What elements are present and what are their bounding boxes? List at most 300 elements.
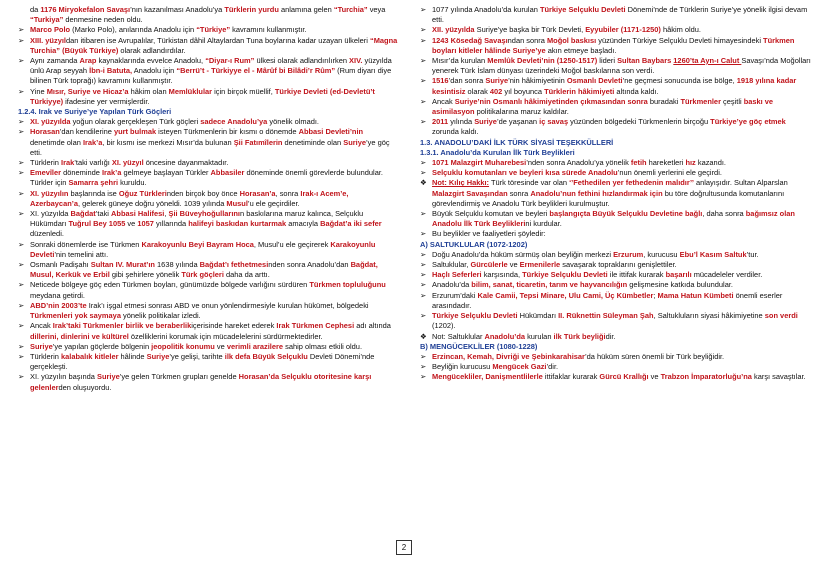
text-run: gibi şehirlere yönelik xyxy=(109,270,182,280)
text-run: B) MENGÜCEKLİLER (1080-1228) xyxy=(420,341,538,351)
diamond-bullet-icon: ❖ xyxy=(420,178,427,188)
arrow-bullet-icon: ➢ xyxy=(18,35,25,45)
text-run: gelmeye başlayan Türkler xyxy=(121,168,211,178)
text-run: ittifaklar kurarak xyxy=(542,372,600,382)
text-run: 1638 yılında xyxy=(154,260,200,270)
text-run: Kale Camii, Tepsi Minare, Ulu Cami, Üç Kümbetler xyxy=(477,290,654,300)
text-run: Şii Büveyhoğullarını xyxy=(168,209,240,219)
text-run: Irak’a xyxy=(82,137,103,147)
text-run: A) SALTUKLULAR (1072-1202) xyxy=(420,239,528,249)
paragraph xyxy=(18,301,398,321)
text-run: olarak adlandırdılar. xyxy=(118,45,186,55)
text-run: baskı ve asimilasyon xyxy=(432,96,774,117)
text-run: zorunda kaldı. xyxy=(432,127,479,137)
text-run: Not: Kılıç Hakkı: xyxy=(432,178,490,188)
text-run: ’u ele geçirdiler. xyxy=(247,198,300,208)
text-run: akın etmeye başladı. xyxy=(545,45,617,55)
text-run: ’nın kazanılması Anadolu’ya xyxy=(130,5,225,14)
text-run: Mengücek Gazi xyxy=(492,362,547,372)
text-run: anlamına gelen xyxy=(278,5,334,14)
text-run: Suriye’nin Osmanlı hâkimiyetinden çıkmasından sonra xyxy=(454,96,648,106)
text-run: , gelerek güneye doğru yöneldi. 1039 yılında xyxy=(77,198,227,208)
text-run: kuruldu. xyxy=(118,178,147,188)
text-run: Horasan xyxy=(30,127,60,137)
text-run: amacıyla xyxy=(286,219,321,229)
text-run: kalabalık kitleler xyxy=(61,351,119,361)
text-run: Anadolu’nun fethini hızlandırmak için xyxy=(530,188,663,198)
text-run: yüzünden bölgedeki Türkmenlerin birçoğu xyxy=(568,117,711,127)
text-run: da xyxy=(30,5,41,14)
text-run: “Türkiye” xyxy=(196,25,231,35)
text-run: Bağdat’a iki sefer xyxy=(320,219,382,229)
text-run: ’taki varlığı xyxy=(74,158,112,168)
arrow-bullet-icon: ➢ xyxy=(420,35,427,45)
paragraph xyxy=(18,56,398,87)
text-run: düzenledi. xyxy=(30,229,64,239)
text-run: Türkmenleri yok saymaya xyxy=(30,311,121,321)
text-run: Bağdat xyxy=(70,209,96,219)
text-run: karşısında, xyxy=(481,270,523,280)
arrow-bullet-icon: ➢ xyxy=(420,372,427,382)
arrow-bullet-icon: ➢ xyxy=(420,168,427,178)
text-run: lideri xyxy=(597,56,618,66)
text-run: Abbasi Devleti’nin xyxy=(298,127,364,137)
arrow-bullet-icon: ➢ xyxy=(18,25,25,35)
left-column xyxy=(18,5,398,393)
arrow-bullet-icon: ➢ xyxy=(18,209,25,219)
text-run: Anadolu’da xyxy=(484,331,525,341)
paragraph xyxy=(420,117,812,137)
text-run: Ebu’l Kasım Saltuk xyxy=(679,249,747,259)
paragraph xyxy=(18,25,398,35)
text-run: Ancak xyxy=(30,321,53,331)
text-run: ’dan sonra xyxy=(448,76,486,86)
text-run: kazandı. xyxy=(695,158,726,168)
text-run: Malazgirt Savaşından xyxy=(432,188,508,198)
paragraph xyxy=(18,321,398,341)
arrow-bullet-icon: ➢ xyxy=(18,86,25,96)
paragraph xyxy=(18,260,398,280)
text-run: Karakoyunlu Beyi Bayram Hoca xyxy=(141,239,254,249)
text-run: Şii Fatımîlerin xyxy=(233,137,283,147)
arrow-bullet-icon: ➢ xyxy=(420,5,427,14)
text-run: ’nin temelini attı. xyxy=(54,249,109,259)
text-run: buradaki xyxy=(647,96,681,106)
paragraph xyxy=(420,280,812,290)
paragraph xyxy=(420,178,812,209)
text-run: dan itibaren ise Avrupalılar, Türkistan dâhil Altaylardan Tuna boylarına kadar uzayan ülkeleri xyxy=(65,35,370,45)
text-run: nden sonra Anadolu’dan xyxy=(268,260,351,270)
text-run: Türk töresinde var olan xyxy=(489,178,570,188)
text-run: Bağdat, Musul, Kerkük ve Erbil xyxy=(30,260,378,280)
text-run: Sultan IV. Murat’ın xyxy=(90,260,155,270)
paragraph xyxy=(420,168,812,178)
diamond-bullet-icon: ❖ xyxy=(420,331,427,341)
arrow-bullet-icon: ➢ xyxy=(420,56,427,66)
text-run: hareketleri xyxy=(646,158,686,168)
text-run: , daha sonra xyxy=(702,209,746,219)
text-run: son verdi xyxy=(764,311,798,321)
arrow-bullet-icon: ➢ xyxy=(18,56,25,66)
arrow-bullet-icon: ➢ xyxy=(420,209,427,219)
text-run: Aynı zamanda xyxy=(30,56,80,66)
arrow-bullet-icon: ➢ xyxy=(420,280,427,290)
arrow-bullet-icon: ➢ xyxy=(420,25,427,35)
arrow-bullet-icon: ➢ xyxy=(18,117,25,127)
text-run: ve xyxy=(648,372,661,382)
text-run: ’ne geçmesi sonucunda ise bölge, xyxy=(622,76,737,86)
text-run: Irak xyxy=(61,158,75,168)
text-run: 1071 Malazgirt Muharebesi xyxy=(432,158,527,168)
arrow-bullet-icon: ➢ xyxy=(420,76,427,86)
text-run: 1077 yılında Anadolu’da kurulan xyxy=(432,5,540,14)
text-run: Mısır, Suriye ve Hicaz’a xyxy=(46,86,129,96)
paragraph xyxy=(420,76,812,96)
text-run: Musul xyxy=(226,198,248,208)
paragraph xyxy=(420,332,812,342)
arrow-bullet-icon: ➢ xyxy=(18,168,25,178)
text-run: (Rum diyarı diye bilinen Türk toprağı) kavramını kullanmıştır. xyxy=(30,66,392,86)
text-run: Türklerin xyxy=(30,351,61,361)
text-run: ilk Türk beyliği xyxy=(553,331,606,341)
text-run: Irak Türkmen Cephesi xyxy=(276,321,355,331)
paragraph xyxy=(420,250,812,260)
arrow-bullet-icon: ➢ xyxy=(420,311,427,321)
paragraph xyxy=(420,36,812,56)
text-run: için birçok müellif, xyxy=(212,86,275,96)
paragraph xyxy=(18,168,398,188)
text-run: bu töre doğrultusunda komutanlarını görevlendirmiş ve Anadolu Türk beylikleri kurulmuştur. xyxy=(432,188,785,208)
paragraph xyxy=(18,158,398,168)
text-run: Ermenilerle xyxy=(519,260,561,270)
text-run: Gürcülerle xyxy=(470,260,508,270)
arrow-bullet-icon: ➢ xyxy=(18,188,25,198)
text-run: Neticede bölgeye göç eden Türkmen boyları, günümüzde bölgede varlığını sürdüren xyxy=(30,280,310,290)
text-run: 1260’ta Ayn-ı Calut xyxy=(673,56,742,66)
text-run: Tuğrul Bey 1055 xyxy=(68,219,126,229)
text-run: ; xyxy=(653,290,658,300)
text-run: Sultan Baybars xyxy=(617,56,674,66)
text-run: Erzincan, Kemah, Divriği ve Şebinkarahisar xyxy=(432,351,585,361)
text-run: “Magna Turchia” (Büyük Türkiye) xyxy=(30,35,398,55)
text-run: XIII. yüzyıl xyxy=(30,35,66,45)
text-run: Gürcü Krallığı xyxy=(599,372,649,382)
paragraph xyxy=(18,240,398,260)
text-run: Trabzon İmparatorluğu’na xyxy=(660,372,752,382)
text-run: denetiminde olan xyxy=(282,137,344,147)
arrow-bullet-icon: ➢ xyxy=(420,117,427,127)
text-run: XI. yüzyılın xyxy=(30,188,69,198)
text-run: kurulan xyxy=(525,331,554,341)
text-run: , xyxy=(164,209,169,219)
text-run: 1057 xyxy=(137,219,154,229)
text-run: Suriye xyxy=(474,117,497,127)
text-run: yönelik olmadı. xyxy=(267,117,319,127)
text-run: Osmanlı Padişahı xyxy=(30,260,91,270)
paragraph xyxy=(18,342,398,352)
text-run: denmesine neden oldu. xyxy=(63,15,143,25)
text-run: yıl boyunca xyxy=(502,86,545,96)
text-run: meydana getirdi. xyxy=(30,290,85,300)
text-run: Suriye’ye başka bir Türk Devleti, xyxy=(474,25,586,35)
arrow-bullet-icon: ➢ xyxy=(18,372,25,382)
text-run: 402 xyxy=(489,86,503,96)
text-run: ndan sonra xyxy=(507,35,547,45)
text-run: 1516 xyxy=(432,76,449,86)
text-run: XII. yüzyılda xyxy=(432,25,475,35)
text-run: ’da hüküm süren önemli bir Türk beyliğidir. xyxy=(584,351,725,361)
arrow-bullet-icon: ➢ xyxy=(420,158,427,168)
text-run: öncesine dayanmaktadır. xyxy=(143,158,229,168)
arrow-bullet-icon: ➢ xyxy=(420,96,427,106)
text-run: Memlüklular xyxy=(168,86,213,96)
text-run: Arap xyxy=(79,56,97,66)
text-run: Eyyubiler (1171-1250) xyxy=(585,25,661,35)
text-run: önemli eserler arasındadır. xyxy=(432,290,783,310)
paragraph xyxy=(18,36,398,56)
text-run: Büyük Selçuklu komutan ve beyleri xyxy=(432,209,550,219)
text-run: ’ye göç etti. xyxy=(30,137,390,157)
text-run: daha da arttı. xyxy=(223,270,270,280)
text-run: bilim, sanat, ticaretin, tarım ve hayvancılığın xyxy=(471,280,628,290)
arrow-bullet-icon: ➢ xyxy=(18,239,25,249)
text-run: Türk göçleri xyxy=(181,270,224,280)
text-run: (1202). xyxy=(432,321,456,331)
text-run: ülkesi olarak adlandırılırken xyxy=(254,56,350,66)
text-run: ifadesine yer vermişlerdir. xyxy=(63,96,150,106)
text-run: Horasan’da Selçuklu otoritesine karşı gelenler xyxy=(30,372,372,392)
text-run: kaynaklarında evvelce Anadolu, xyxy=(96,56,206,66)
text-run: karşı savaştılar. xyxy=(751,372,806,382)
text-run: Memlûk Devleti’nin (1250-1517) xyxy=(487,56,598,66)
arrow-bullet-icon: ➢ xyxy=(18,300,25,310)
text-run: Doğu Anadolu’da hüküm sürmüş olan beyliğin merkezi xyxy=(432,249,614,259)
text-run: Devleti Dönemi’nde gerçekleşti. xyxy=(30,351,375,372)
text-run: denetimde olan xyxy=(30,137,83,147)
text-run: 2011 xyxy=(432,117,449,127)
paragraph xyxy=(18,352,398,372)
text-run: mücadeleler verdiler. xyxy=(691,270,763,280)
text-run: 1176 Miryokefalon Savaşı xyxy=(40,5,131,14)
text-run: Bu beylikler ve faaliyetleri şöyledir: xyxy=(432,229,546,239)
text-run: hız xyxy=(685,158,696,168)
text-run: özelliklerini korumak için mücadelelerini sürdürmektedirler. xyxy=(128,331,323,341)
text-run: Savaşı’nda Moğolları yenerek Türk İslam dünyası üzerindeki Moğol baskılarına son verdi. xyxy=(432,56,811,76)
arrow-bullet-icon: ➢ xyxy=(420,351,427,361)
paragraph xyxy=(420,372,812,382)
text-run: Türkmenler xyxy=(680,96,721,106)
text-run: Irak’a xyxy=(101,168,122,178)
text-run: dir. xyxy=(605,331,616,341)
text-run: döneminde önemli görevlerde bulundular. Türkler için xyxy=(30,168,383,188)
text-run: ’dir. xyxy=(546,362,559,372)
text-run: Samarra şehri xyxy=(68,178,119,188)
text-run: başarılı xyxy=(665,270,692,280)
paragraph xyxy=(18,189,398,209)
paragraph xyxy=(420,56,812,76)
text-run: fetih xyxy=(630,158,647,168)
text-run: adı altında xyxy=(354,321,391,331)
text-run: Erzurum xyxy=(613,249,644,259)
text-run: yıllarında xyxy=(153,219,189,229)
arrow-bullet-icon: ➢ xyxy=(18,321,25,331)
text-run: Haçlı Seferleri xyxy=(432,270,482,280)
text-run: Suriye xyxy=(30,341,53,351)
text-run: , kurucusu xyxy=(643,249,680,259)
text-run: “Diyar-ı Rum” xyxy=(205,56,255,66)
text-run: Türkmen topluluğunu xyxy=(309,280,386,290)
text-run: döneminde xyxy=(61,168,102,178)
paragraph xyxy=(420,25,812,35)
right-column xyxy=(420,5,812,383)
text-run: anlayışıdır. Sultan Alparslan xyxy=(693,178,788,188)
text-run: veya xyxy=(367,5,386,14)
text-run: (Marko Polo), anılarında Anadolu için xyxy=(70,25,197,35)
text-run: 1.3.1. Anadolu’da Kurulan İlk Türk Beylikleri xyxy=(420,147,575,157)
text-run: ’nden sonra Anadolu’ya yönelik xyxy=(526,158,631,168)
text-run: başlangıçta Büyük Selçuklu Devletine bağlı xyxy=(549,209,703,219)
paragraph xyxy=(420,229,812,239)
arrow-bullet-icon: ➢ xyxy=(420,249,427,259)
paragraph xyxy=(18,280,398,300)
text-run: Türklerin hâkimiyeti xyxy=(544,86,615,96)
text-run: içerisinde hareket ederek xyxy=(191,321,277,331)
text-run: yüzünden Türkiye Selçuklu Devleti himayesindeki xyxy=(596,35,764,45)
section-heading xyxy=(420,240,812,250)
text-run: halifeyi baskıdan kurtarmak xyxy=(188,219,287,229)
text-run: II. Rüknettin Süleyman Şah xyxy=(558,311,654,321)
paragraph xyxy=(18,372,398,392)
paragraph xyxy=(18,5,398,25)
text-run: Türkiye Selçuklu Devleti xyxy=(522,270,608,280)
text-run: Hükümdarı xyxy=(517,311,559,321)
arrow-bullet-icon: ➢ xyxy=(18,280,25,290)
paragraph xyxy=(420,209,812,229)
text-run: Irak’taki Türkmenler birlik ve beraberlik xyxy=(52,321,192,331)
text-run: dillerini, dinlerini ve kültürel xyxy=(30,331,129,341)
text-run: Ancak xyxy=(432,96,455,106)
arrow-bullet-icon: ➢ xyxy=(420,362,427,372)
paragraph xyxy=(18,209,398,240)
text-run: ’ye gelişi, tarihte xyxy=(169,351,225,361)
text-run: “Turchia” xyxy=(333,5,368,14)
paragraph xyxy=(420,270,812,280)
text-run: sahip olması etkili oldu. xyxy=(283,341,363,351)
text-run: bağımsız olan Anadolu İlk Türk Beylikleri xyxy=(432,209,795,229)
text-run: “Berrü’t - Türkiyye el - Mârûf bi Bilâdi’r Rûm” xyxy=(176,66,336,76)
section-heading xyxy=(420,138,812,148)
text-run: Sonraki dönemlerde ise Türkmen xyxy=(30,239,142,249)
paragraph xyxy=(420,311,812,331)
text-run: Türkmen boyları kitleler hâlinde Suriye’ye xyxy=(432,35,795,55)
text-run: yurt bulmak xyxy=(113,127,157,137)
text-run: Türkiye’ye göç etmek xyxy=(710,117,786,127)
text-run: yönelik politikalar izledi. xyxy=(120,311,201,321)
text-run: Türkiye Devleti (ed-Devletü’t Türkiyye) xyxy=(30,86,375,106)
text-run: Türklerin xyxy=(30,158,61,168)
text-run: ’nin hâkimiyetinin xyxy=(508,76,567,86)
text-run: yılında xyxy=(448,117,475,127)
text-run: Suriye xyxy=(343,137,367,147)
text-run: başlarında ise xyxy=(68,188,119,198)
text-run: ni kurdular. xyxy=(525,219,562,229)
text-run: ilk defa Büyük Selçuklu xyxy=(224,351,308,361)
text-run: hâlinde xyxy=(118,351,147,361)
text-run: ile ittifak kurarak xyxy=(607,270,666,280)
arrow-bullet-icon: ➢ xyxy=(18,351,25,361)
text-run: gelişmesine katkıda bulundular. xyxy=(627,280,733,290)
text-run: savaşarak topraklarını genişlettiler. xyxy=(560,260,677,270)
text-run: , Saltukluların siyasi hâkimiyetine xyxy=(653,311,765,321)
section-heading xyxy=(18,107,398,117)
text-run: Marco Polo xyxy=(30,25,71,35)
text-run: “Turkiya” xyxy=(30,15,64,25)
text-run: Türklerin yurdu xyxy=(224,5,279,14)
text-run: , bir kısmı ise merkezi Mısır’da bulunan xyxy=(102,137,234,147)
text-run: Anadolu’da xyxy=(432,280,472,290)
section-heading xyxy=(420,148,812,158)
text-run: Beyliğin kurucusu xyxy=(432,362,493,372)
text-run: Türkiye Selçuklu Devleti xyxy=(539,5,626,14)
text-run: XIV. xyxy=(349,56,363,66)
page-number: 2 xyxy=(396,540,412,555)
text-run: ve xyxy=(507,260,520,270)
text-run: çeşitli xyxy=(720,96,744,106)
text-run: , sonra xyxy=(275,188,301,198)
text-run: Karakoyunlu Devleti xyxy=(30,239,376,259)
text-run: Türkiye Selçuklu Devleti xyxy=(432,311,518,321)
text-run: ’taki xyxy=(95,209,112,219)
text-run: Irak-ı Acem’e, Azerbaycan’a xyxy=(30,188,349,208)
text-run: , Musul’u ele geçirerek xyxy=(253,239,331,249)
text-run: Oğuz Türkleri xyxy=(118,188,167,198)
paragraph xyxy=(420,362,812,372)
text-run: nden birçok boy önce xyxy=(166,188,240,198)
arrow-bullet-icon: ➢ xyxy=(18,260,25,270)
text-run: Mengücekliler, Danişmentlilerle xyxy=(432,372,543,382)
paragraph xyxy=(18,117,398,127)
text-run: jeopolitik konumu xyxy=(151,341,215,351)
text-run: ’de yaşanan xyxy=(496,117,540,127)
text-run: ve xyxy=(125,219,138,229)
text-run: ‘’Fethedilen yer fethedenin malıdır’’ xyxy=(569,178,694,188)
paragraph xyxy=(420,97,812,117)
text-run: ’tur. xyxy=(746,249,759,259)
text-run: iç savaş xyxy=(539,117,569,127)
paragraph xyxy=(420,158,812,168)
text-run: yoğun olarak gerçekleşen Türk göçleri xyxy=(70,117,201,127)
text-run: altında kaldı. xyxy=(614,86,659,96)
text-run: Abbasi Halifesi xyxy=(111,209,165,219)
text-run: Saltuklular, xyxy=(432,260,471,270)
text-run: Suriye xyxy=(485,76,509,86)
text-run: Abbasiler xyxy=(210,168,245,178)
text-run: sadece Anadolu’ya xyxy=(200,117,268,127)
text-run: 1243 Kösedağ Savaşı xyxy=(432,35,508,45)
text-run: Yine xyxy=(30,86,47,96)
text-run: İbn-i Batuta, xyxy=(89,66,133,76)
text-run: den oluşuyordu. xyxy=(58,382,112,392)
text-run: ’dan kendilerine xyxy=(59,127,114,137)
text-run: Emevîler xyxy=(30,168,62,178)
text-run: Mama Hatun Kümbeti xyxy=(657,290,734,300)
text-run: Moğol baskısı xyxy=(546,35,597,45)
arrow-bullet-icon: ➢ xyxy=(420,260,427,270)
text-run: Horasan’a xyxy=(239,188,276,198)
text-run: politikalarına maruz kaldılar. xyxy=(474,107,569,117)
text-run: Erzurum’daki xyxy=(432,290,478,300)
text-run: Irak’ı işgal etmesi sonrası ABD ve onun yönlendirmesiyle kurulan hükümet, bölgedeki xyxy=(86,300,369,310)
